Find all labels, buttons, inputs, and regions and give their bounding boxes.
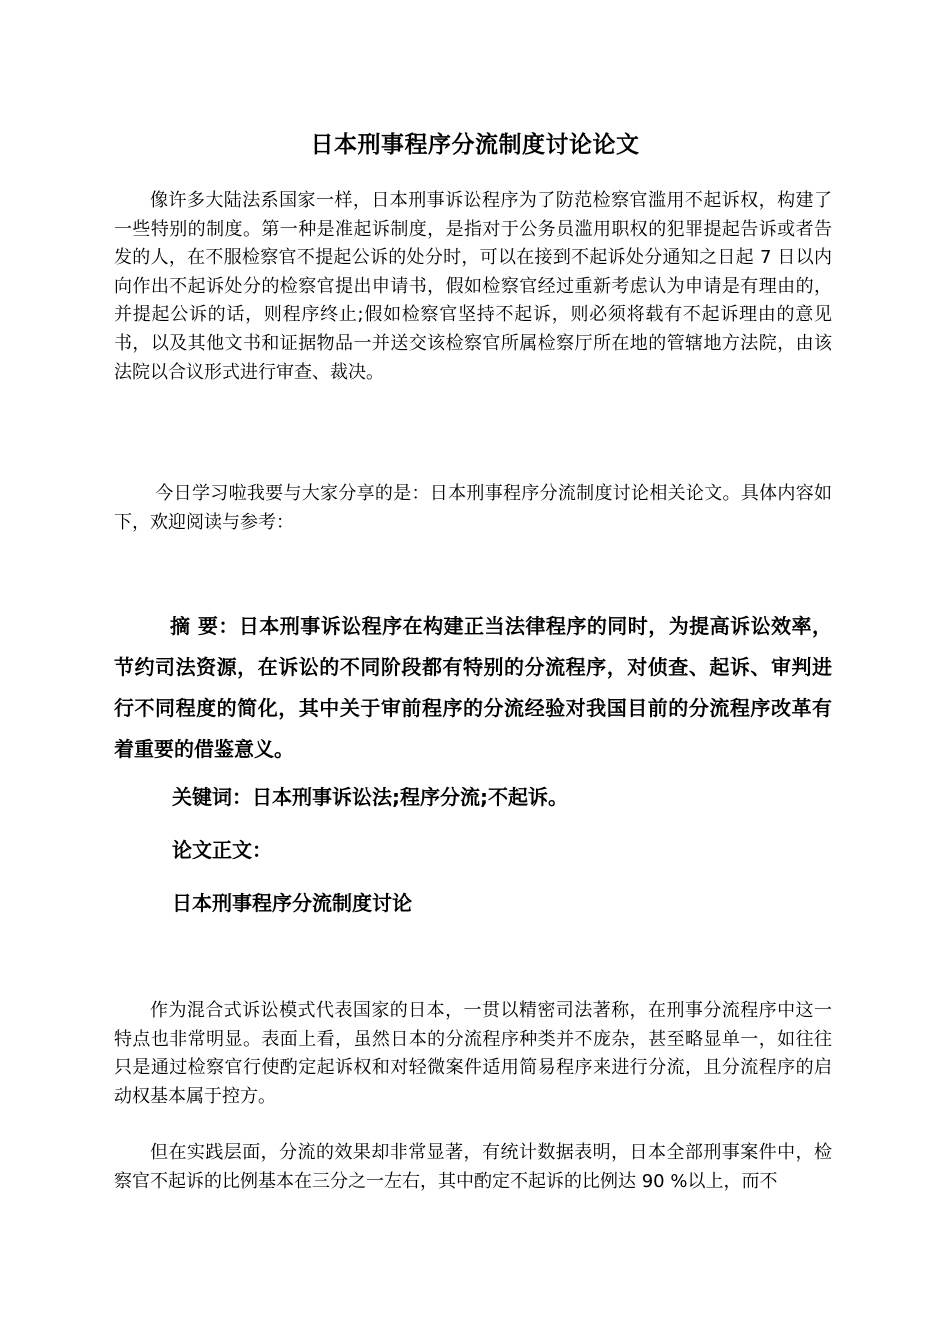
- paragraph-mixed-model: 作为混合式诉讼模式代表国家的日本，一贯以精密司法著称，在刑事分流程序中这一特点也非常明显。表面上看，虽然日本的分流程序种类并不庞杂，甚至略显单一，如往往只是通过检察官行使酌定起诉权和对轻微案件适用简易程序来进行分流，且分流程序的启动权基本属于控方。: [114, 1000, 832, 1107]
- paragraph-practice-statistics: 但在实践层面，分流的效果却非常显著，有统计数据表明，日本全部刑事案件中，检察官不起诉的比例基本在三分之一左右，其中酌定不起诉的比例达 90 %以上，而不: [114, 1142, 832, 1192]
- body-label: 论文正文：: [172, 838, 272, 862]
- intro-paragraph: 今日学习啦我要与大家分享的是：日本刑事程序分流制度讨论相关论文。具体内容如下，欢迎阅读与参考：: [114, 483, 832, 533]
- paragraph-non-prosecution-system: 像许多大陆法系国家一样，日本刑事诉讼程序为了防范检察官滥用不起诉权，构建了一些特别的制度。第一种是准起诉制度，是指对于公务员滥用职权的犯罪提起告诉或者告发的人，在不服检察官不提起公诉的处分时，可以在接到不起诉处分通知之日起 7 日以内向作出不起诉处分的检察官提出申请书，假如检察官经过重新考虑认为申请是有理由的，并提起公诉的话，则程序终止;假如检察官坚持不起诉，则必须将载有不起诉理由的意见书，以及其他文书和证据物品一并送交该检察官所属检察厅所在地的管辖地方法院，由该法院以合议形式进行审查、裁决。: [114, 190, 832, 383]
- section-subtitle: 日本刑事程序分流制度讨论: [172, 891, 412, 915]
- document-title: 日本刑事程序分流制度讨论论文: [310, 132, 640, 159]
- keywords: 关键词：日本刑事诉讼法;程序分流;不起诉。: [172, 785, 568, 809]
- abstract: 摘 要：日本刑事诉讼程序在构建正当法律程序的同时，为提高诉讼效率，节约司法资源，在诉讼的不同阶段都有特别的分流程序，对侦查、起诉、审判进行不同程度的简化，其中关于审前程序的分流经验对我国目前的分流程序改革有着重要的借鉴意义。: [114, 614, 832, 761]
